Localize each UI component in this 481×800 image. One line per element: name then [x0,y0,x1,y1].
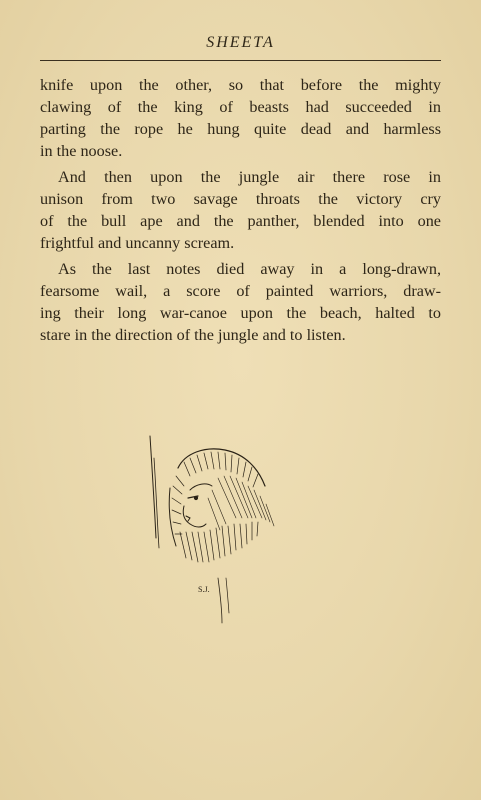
text-line: of the bull ape and the panther, blended into one [40,212,441,230]
text-line: stare in the direction of the jungle and to listen. [40,326,346,344]
text-line: And then upon the jungle air there rose in [58,168,441,186]
paragraph-1 [40,74,441,162]
text-line: clawing of the king of beasts had succeeded in [40,98,441,116]
text-line: As the last notes died away in a long-drawn, [58,260,441,278]
paragraph-2 [40,166,441,254]
text-line: unison from two savage throats the victory cry [40,190,441,208]
lion-head-illustration [140,428,300,628]
text-line: parting the rope he hung quite dead and harmless [40,120,441,138]
artist-signature: S.J. [198,585,210,594]
text-line: in the noose. [40,142,123,160]
header-rule [40,60,441,61]
text-line: ing their long war-canoe upon the beach, halted to [40,304,441,322]
running-head: SHEETA [206,34,275,51]
text-line: fearsome wail, a score of painted warriors, draw- [40,282,441,300]
text-line: frightful and uncanny scream. [40,234,235,252]
body-text [40,74,441,350]
paragraph-3 [40,258,441,346]
text-line: knife upon the other, so that before the mighty [40,76,441,94]
